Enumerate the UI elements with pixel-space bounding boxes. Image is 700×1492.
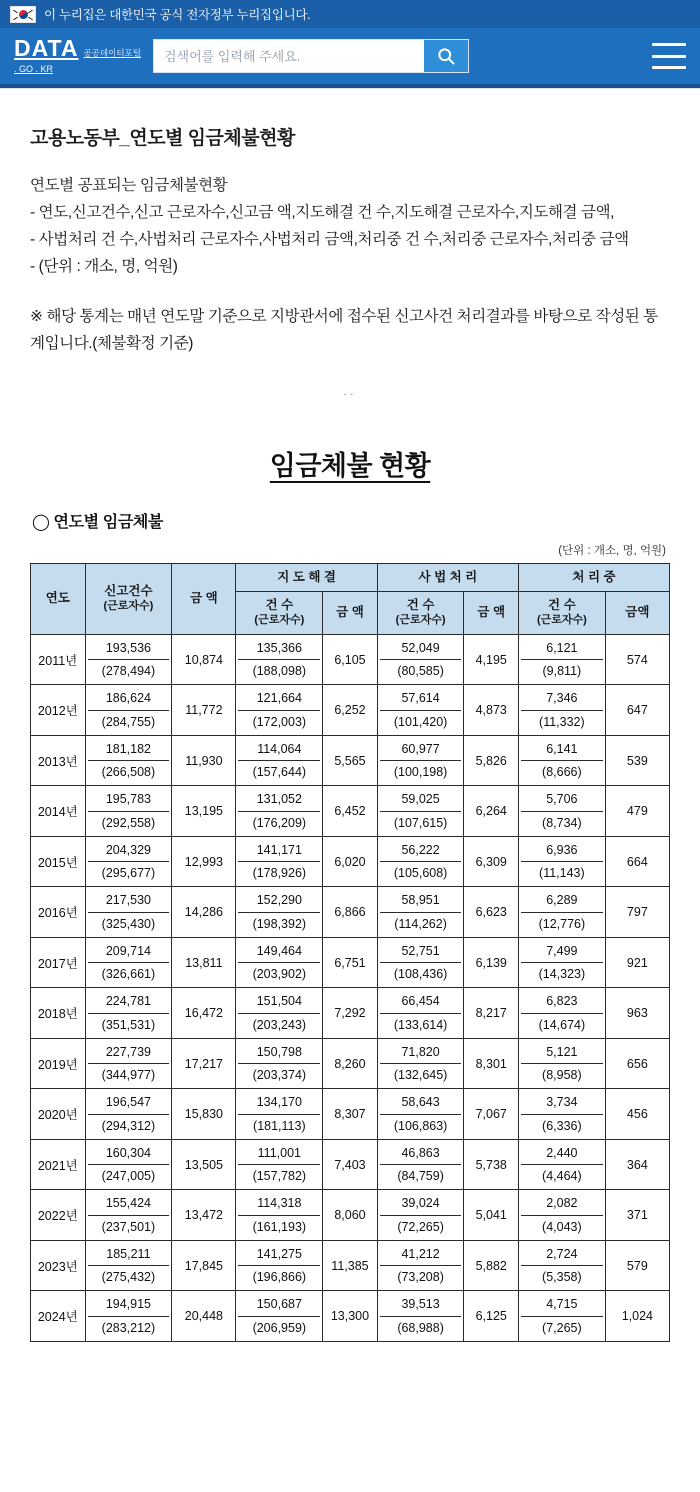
- cell-year: 2024년: [31, 1291, 86, 1342]
- cell-year: 2011년: [31, 634, 86, 685]
- cell-report-amount: 13,505: [172, 1139, 236, 1190]
- header-report-case-sub: (근로자수): [103, 599, 154, 612]
- cell-year: 2018년: [31, 988, 86, 1039]
- site-logo[interactable]: [14, 34, 141, 76]
- cell-processing-case: 7,346 (11,332): [519, 685, 606, 736]
- cell-judicial-case: 59,025 (107,615): [377, 786, 464, 837]
- cell-guide-case: 114,318 (161,193): [236, 1190, 323, 1241]
- cell-report-case: 227,739 (344,977): [85, 1038, 172, 1089]
- table-row: [31, 836, 670, 887]
- cell-year: 2019년: [31, 1038, 86, 1089]
- cell-report-case: 186,624 (284,755): [85, 685, 172, 736]
- cell-processing-case: 2,724 (5,358): [519, 1240, 606, 1291]
- page-title: 고용노동부_연도별 임금체불현황: [30, 128, 295, 149]
- cell-processing-case: 2,440 (4,464): [519, 1139, 606, 1190]
- cell-guide-amount: 7,403: [323, 1139, 378, 1190]
- cell-judicial-amount: 6,264: [464, 786, 519, 837]
- cell-year: 2020년: [31, 1089, 86, 1140]
- cell-guide-amount: 5,565: [323, 735, 378, 786]
- cell-guide-case: 114,064 (157,644): [236, 735, 323, 786]
- cell-judicial-case: 52,049 (80,585): [377, 634, 464, 685]
- cell-year: 2012년: [31, 685, 86, 736]
- cell-report-amount: 17,217: [172, 1038, 236, 1089]
- cell-processing-amount: 664: [605, 836, 669, 887]
- cell-guide-case: 151,504 (203,243): [236, 988, 323, 1039]
- cell-report-amount: 17,845: [172, 1240, 236, 1291]
- cell-judicial-amount: 4,873: [464, 685, 519, 736]
- table-row: [31, 1240, 670, 1291]
- hamburger-menu-icon[interactable]: [652, 43, 686, 69]
- logo-main-text: DATA: [14, 34, 79, 61]
- cell-guide-case: 149,464 (203,902): [236, 937, 323, 988]
- table-row: [31, 735, 670, 786]
- logo-sub-text: 공공데이터포털: [83, 48, 141, 58]
- table-row: [31, 937, 670, 988]
- cell-guide-amount: 6,020: [323, 836, 378, 887]
- header-processing-amount: 금액: [605, 592, 669, 634]
- cell-processing-amount: 656: [605, 1038, 669, 1089]
- table-header: [31, 563, 670, 634]
- header-report-amount: 금 액: [172, 563, 236, 634]
- cell-report-amount: 20,448: [172, 1291, 236, 1342]
- table-unit-note: (단위 : 개소, 명, 억원): [558, 544, 666, 557]
- cell-report-amount: 11,772: [172, 685, 236, 736]
- cell-guide-case: 152,290 (198,392): [236, 887, 323, 938]
- cell-guide-amount: 6,452: [323, 786, 378, 837]
- table-subtitle: ◯ 연도별 임금체불: [32, 513, 163, 531]
- cell-judicial-amount: 5,882: [464, 1240, 519, 1291]
- description-line-4: - (단위 : 개소, 명, 억원): [30, 258, 178, 276]
- cell-report-case: 196,547 (294,312): [85, 1089, 172, 1140]
- table-row: [31, 887, 670, 938]
- cell-report-amount: 14,286: [172, 887, 236, 938]
- header-report-case: [85, 563, 172, 634]
- header-group-guide: 지 도 해 결: [236, 563, 377, 592]
- government-notice-bar: [0, 0, 700, 28]
- header-group-processing: 처 리 중: [519, 563, 670, 592]
- description-line-3: - 사법처리 건 수,사법처리 근로자수,사법처리 금액,처리중 건 수,처리중 근로자수,처리중 금액: [30, 231, 629, 249]
- cell-processing-case: 5,121 (8,958): [519, 1038, 606, 1089]
- header-year: 연도: [31, 563, 86, 634]
- cell-judicial-case: 39,513 (68,988): [377, 1291, 464, 1342]
- cell-processing-case: 3,734 (6,336): [519, 1089, 606, 1140]
- cell-processing-case: 6,936 (11,143): [519, 836, 606, 887]
- cell-year: 2016년: [31, 887, 86, 938]
- cell-report-amount: 15,830: [172, 1089, 236, 1140]
- cell-guide-case: 121,664 (172,003): [236, 685, 323, 736]
- cell-judicial-amount: 6,309: [464, 836, 519, 887]
- cell-guide-amount: 6,252: [323, 685, 378, 736]
- search-box[interactable]: [153, 39, 469, 73]
- cell-judicial-case: 56,222 (105,608): [377, 836, 464, 887]
- cell-judicial-amount: 8,217: [464, 988, 519, 1039]
- cell-guide-case: 141,275 (196,866): [236, 1240, 323, 1291]
- statistics-table-wrapper: [30, 563, 670, 1372]
- cell-report-case: 193,536 (278,494): [85, 634, 172, 685]
- cell-judicial-amount: 4,195: [464, 634, 519, 685]
- cell-guide-case: 131,052 (176,209): [236, 786, 323, 837]
- cell-processing-amount: 963: [605, 988, 669, 1039]
- cell-report-amount: 13,195: [172, 786, 236, 837]
- cell-report-case: 204,329 (295,677): [85, 836, 172, 887]
- cell-report-case: 185,211 (275,432): [85, 1240, 172, 1291]
- cell-year: 2013년: [31, 735, 86, 786]
- cell-processing-amount: 647: [605, 685, 669, 736]
- header-guide-case: [236, 592, 323, 634]
- document-content: [0, 88, 700, 1372]
- cell-guide-amount: 13,300: [323, 1291, 378, 1342]
- header-guide-amount: 금 액: [323, 592, 378, 634]
- korea-flag-icon: [10, 6, 36, 23]
- description-line-1: 연도별 공표되는 임금체불현황: [30, 177, 228, 194]
- header-judicial-case: [377, 592, 464, 634]
- cell-report-amount: 10,874: [172, 634, 236, 685]
- table-row: [31, 634, 670, 685]
- table-main-title: 임금체불 현황: [269, 450, 431, 481]
- cell-report-case: 217,530 (325,430): [85, 887, 172, 938]
- cell-processing-case: 6,121 (9,811): [519, 634, 606, 685]
- cell-guide-amount: 8,260: [323, 1038, 378, 1089]
- cell-processing-amount: 479: [605, 786, 669, 837]
- cell-judicial-amount: 7,067: [464, 1089, 519, 1140]
- cell-judicial-case: 66,454 (133,614): [377, 988, 464, 1039]
- cell-report-amount: 13,472: [172, 1190, 236, 1241]
- cell-processing-case: 6,289 (12,776): [519, 887, 606, 938]
- table-row: [31, 1190, 670, 1241]
- cell-guide-case: 150,798 (203,374): [236, 1038, 323, 1089]
- site-header: [0, 28, 700, 84]
- header-group-judicial: 사 법 처 리: [377, 563, 518, 592]
- cell-guide-amount: 11,385: [323, 1240, 378, 1291]
- cell-judicial-amount: 5,738: [464, 1139, 519, 1190]
- cell-judicial-amount: 6,125: [464, 1291, 519, 1342]
- statistics-table: [30, 563, 670, 1342]
- cell-processing-case: 4,715 (7,265): [519, 1291, 606, 1342]
- table-row: [31, 1291, 670, 1342]
- cell-report-amount: 12,993: [172, 836, 236, 887]
- cell-judicial-amount: 5,826: [464, 735, 519, 786]
- table-row: [31, 1038, 670, 1089]
- cell-judicial-case: 58,951 (114,262): [377, 887, 464, 938]
- cell-processing-amount: 921: [605, 937, 669, 988]
- cell-processing-amount: 456: [605, 1089, 669, 1140]
- section-divider-dots: ..: [343, 382, 357, 398]
- cell-judicial-case: 46,863 (84,759): [377, 1139, 464, 1190]
- cell-report-case: 209,714 (326,661): [85, 937, 172, 988]
- cell-guide-amount: 7,292: [323, 988, 378, 1039]
- cell-processing-amount: 579: [605, 1240, 669, 1291]
- cell-guide-case: 141,171 (178,926): [236, 836, 323, 887]
- logo-domain-text: . GO . KR: [14, 63, 54, 74]
- cell-processing-amount: 364: [605, 1139, 669, 1190]
- cell-processing-case: 6,823 (14,674): [519, 988, 606, 1039]
- cell-judicial-amount: 6,623: [464, 887, 519, 938]
- cell-judicial-case: 57,614 (101,420): [377, 685, 464, 736]
- cell-guide-case: 134,170 (181,113): [236, 1089, 323, 1140]
- cell-report-case: 155,424 (237,501): [85, 1190, 172, 1241]
- cell-guide-amount: 6,105: [323, 634, 378, 685]
- cell-processing-case: 6,141 (8,666): [519, 735, 606, 786]
- header-processing-case-sub: (근로자수): [536, 614, 587, 626]
- cell-year: 2017년: [31, 937, 86, 988]
- search-input[interactable]: [154, 40, 424, 72]
- cell-judicial-amount: 5,041: [464, 1190, 519, 1241]
- table-row: [31, 685, 670, 736]
- table-body: [31, 634, 670, 1341]
- header-processing-case: [519, 592, 606, 634]
- cell-report-case: 224,781 (351,531): [85, 988, 172, 1039]
- cell-processing-amount: 1,024: [605, 1291, 669, 1342]
- cell-report-case: 195,783 (292,558): [85, 786, 172, 837]
- cell-year: 2022년: [31, 1190, 86, 1241]
- cell-guide-amount: 6,751: [323, 937, 378, 988]
- cell-year: 2015년: [31, 836, 86, 887]
- cell-processing-amount: 574: [605, 634, 669, 685]
- cell-judicial-case: 71,820 (132,645): [377, 1038, 464, 1089]
- document-description: [30, 172, 670, 357]
- header-judicial-amount: 금 액: [464, 592, 519, 634]
- cell-guide-amount: 8,307: [323, 1089, 378, 1140]
- cell-processing-case: 2,082 (4,043): [519, 1190, 606, 1241]
- header-processing-case-main: 건 수: [548, 598, 576, 613]
- description-note: ※ 해당 통계는 매년 연도말 기준으로 지방관서에 접수된 신고사건 처리결과를 바탕으로 작성된 통계입니다.(체불확정 기준): [30, 307, 658, 352]
- search-icon: [436, 46, 456, 66]
- cell-processing-amount: 371: [605, 1190, 669, 1241]
- cell-judicial-case: 60,977 (100,198): [377, 735, 464, 786]
- cell-guide-case: 111,001 (157,782): [236, 1139, 323, 1190]
- table-row: [31, 786, 670, 837]
- cell-year: 2023년: [31, 1240, 86, 1291]
- header-guide-case-sub: (근로자수): [254, 614, 305, 626]
- cell-judicial-case: 41,212 (73,208): [377, 1240, 464, 1291]
- cell-guide-amount: 6,866: [323, 887, 378, 938]
- table-row: [31, 1139, 670, 1190]
- header-judicial-case-sub: (근로자수): [395, 614, 446, 626]
- cell-report-case: 181,182 (266,508): [85, 735, 172, 786]
- cell-processing-case: 5,706 (8,734): [519, 786, 606, 837]
- header-judicial-case-main: 건 수: [406, 598, 435, 613]
- cell-report-case: 194,915 (283,212): [85, 1291, 172, 1342]
- cell-report-amount: 11,930: [172, 735, 236, 786]
- cell-processing-amount: 797: [605, 887, 669, 938]
- cell-report-amount: 13,811: [172, 937, 236, 988]
- cell-judicial-amount: 6,139: [464, 937, 519, 988]
- table-row: [31, 988, 670, 1039]
- cell-processing-case: 7,499 (14,323): [519, 937, 606, 988]
- cell-guide-case: 135,366 (188,098): [236, 634, 323, 685]
- header-guide-case-main: 건 수: [265, 598, 294, 613]
- cell-judicial-amount: 8,301: [464, 1038, 519, 1089]
- cell-year: 2014년: [31, 786, 86, 837]
- cell-year: 2021년: [31, 1139, 86, 1190]
- cell-guide-case: 150,687 (206,959): [236, 1291, 323, 1342]
- table-header-row-1: [31, 563, 670, 592]
- cell-judicial-case: 58,643 (106,863): [377, 1089, 464, 1140]
- government-notice-text: 이 누리집은 대한민국 공식 전자정부 누리집입니다.: [44, 8, 311, 22]
- cell-guide-amount: 8,060: [323, 1190, 378, 1241]
- cell-report-amount: 16,472: [172, 988, 236, 1039]
- cell-processing-amount: 539: [605, 735, 669, 786]
- cell-report-case: 160,304 (247,005): [85, 1139, 172, 1190]
- cell-judicial-case: 52,751 (108,436): [377, 937, 464, 988]
- cell-judicial-case: 39,024 (72,265): [377, 1190, 464, 1241]
- table-row: [31, 1089, 670, 1140]
- description-line-2: - 연도,신고건수,신고 근로자수,신고금 액,지도해결 건 수,지도해결 근로자수,지도해결 금액,: [30, 204, 615, 222]
- header-report-case-main: 신고건수: [104, 584, 153, 599]
- search-button[interactable]: [424, 40, 468, 72]
